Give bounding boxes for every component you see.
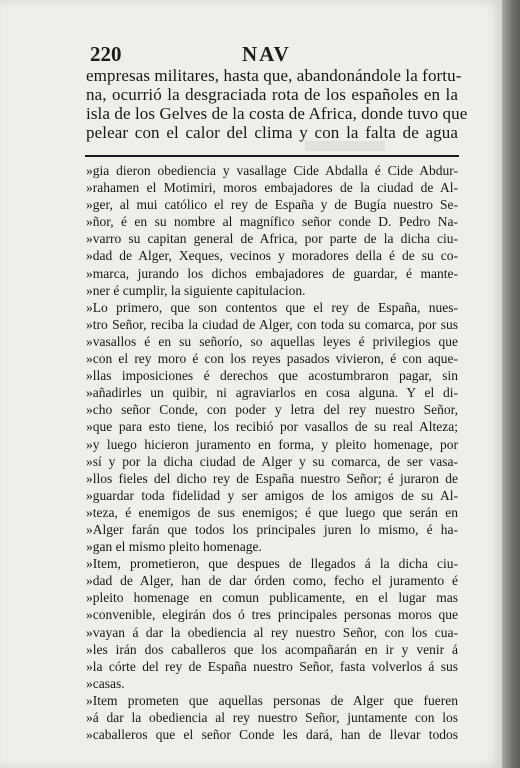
body-text [86,66,468,142]
quote-line: »llas imposiciones é derechos que acostumbraron pagar, sin [86,368,458,384]
body-line: pelear con el calor del clima y con la falta de agua [86,123,458,142]
quote-line: »Lo primero, que son contentos que el rey de España, nues- [86,299,458,315]
bleed-through-mark [305,141,385,151]
page-edge-shadow [502,0,520,768]
quote-line: »gia dieron obediencia y vasallage Cide Abdalla é Cide Abdur- [86,163,458,178]
body-line: na, ocurrió la desgraciada rota de los españoles en la [86,85,458,104]
running-head: NAV [242,42,291,66]
body-line: empresas militares, hasta que, abandonándole la fortu- [86,66,462,85]
quote-line: »tro Señor, reciba la ciudad de Alger, con toda su comarca, por sus [86,316,458,332]
quote-line: »les irán dos caballeros que los acompañarán en ir y venir á [86,641,458,657]
body-line: isla de los Gelves de la costa de Africa, donde tuvo que [86,104,468,123]
quote-line: »Item, prometieron, que despues de llegados á la dicha ciu- [86,556,458,572]
page-number: 220 [90,42,122,66]
quote-line: »pleito homenage en comun publicamente, en el lugar mas [86,590,458,606]
quote-line: »vasallos é en su señorío, so aquellas leyes é privilegios que [86,333,458,349]
quote-line: »que para esto tiene, los recibió por vasallos de su real Alteza; [86,419,458,435]
quote-line: »ner é cumplir, la siguiente capitulacion. [86,282,306,298]
quote-line: »y luego hicieron juramento en forma, y pleito homenage, por [86,436,458,452]
quote-line: »á dar la obediencia al rey nuestro Señor, juntamente con los [86,710,458,725]
quote-line: »rahamen el Motimiri, moros embajadores de la ciudad de Al- [86,180,458,196]
quote-line: »la córte del rey de España nuestro Señor, fasta volverlos á sus [86,658,458,674]
quote-line: »vayan á dar la obediencia al rey nuestro Señor, con los cua- [86,624,458,640]
quote-line: »añadirles un quibir, ni agraviarlos en cosa alguna. Y el di- [86,385,458,401]
quote-line: »dad de Alger, Xeques, vecinos y moradores della é de su co- [86,248,458,264]
quote-line: »gan el mismo pleito homenage. [86,539,262,555]
quote-line: »cho señor Conde, con poder y letra del rey nuestro Señor, [86,402,458,418]
quote-line: »sí y por la dicha ciudad de Alger y su comarca, de ser vasa- [86,453,458,469]
page-header [90,42,460,68]
quoted-capitulation-text [86,162,458,743]
quote-line: »guardar toda fidelidad y ser amigos de los amigos de su Al- [86,487,458,503]
quote-line: »casas. [86,675,125,691]
quote-line: »caballeros que el señor Conde les dará, han de llevar todos [86,727,458,743]
quote-line: »ñor, é en su nombre al magnífico señor conde D. Pedro Na- [86,214,458,230]
quote-line: »Alger farán que todos los principales juren lo mismo, é ha- [86,521,458,537]
footnote-rule [85,155,459,157]
quote-line: »teza, é enemigos de sus enemigos; é que luego que serán en [86,504,458,520]
quote-line: »varro su capitan general de Africa, por parte de la dicha ciu- [86,231,458,247]
quote-line: »Item prometen que aquellas personas de Alger que fueren [86,692,458,708]
quote-line: »convenible, elegirán dos ó tres principales personas moros que [86,607,458,623]
quote-line: »dad de Alger, han de dar órden como, fecho el juramento é [86,573,458,589]
quote-line: »llos fieles del dicho rey de España nuestro Señor; é juraron de [86,470,458,486]
quote-line: »ger, al mui católico el rey de España y de Bugía nuestro Se- [86,197,458,213]
quote-line: »marca, jurando los dichos embajadores de guardar, é mante- [86,265,458,281]
quote-line: »con el rey moro é con los reyes pasados vivieron, é con aque- [86,351,458,367]
